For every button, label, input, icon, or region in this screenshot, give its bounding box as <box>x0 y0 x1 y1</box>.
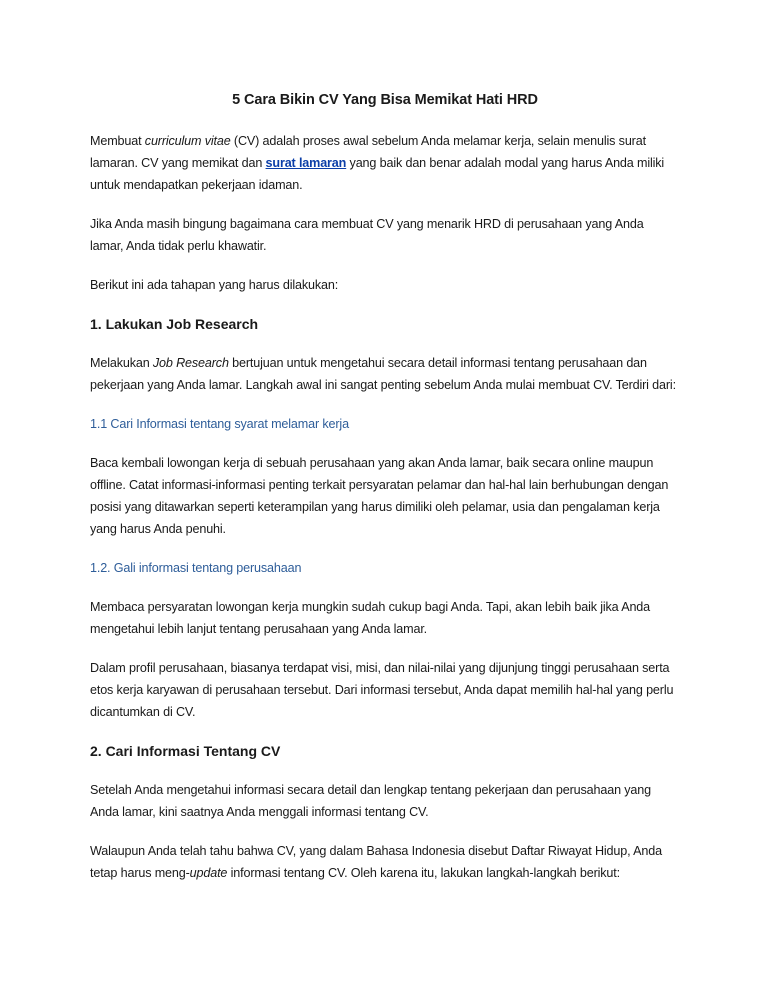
text-run: bertujuan untuk mengetahui secara detail informasi tentang perusahaan dan pekerjaan yang Anda lamar. Langkah awal ini sangat penting sebelum Anda mulai membuat CV. Terdiri dari: <box>90 356 676 392</box>
text-run: yang baik dan benar adalah modal yang harus Anda miliki untuk mendapatkan pekerjaan idaman. <box>90 156 665 192</box>
text-run: informasi tentang CV. Oleh karena itu, lakukan langkah-langkah berikut: <box>227 866 620 880</box>
section-2-paragraph-2 <box>90 840 680 884</box>
text-run: Melakukan <box>90 356 153 370</box>
text-run: (CV) adalah proses awal sebelum Anda melamar kerja, selain menulis surat lamaran. CV yang memikat dan <box>90 134 646 170</box>
text-run: Membuat <box>90 134 145 148</box>
subsection-1-2-paragraph-2: Dalam profil perusahaan, biasanya terdapat visi, misi, dan nilai-nilai yang dijunjung tinggi perusahaan serta etos kerja karyawan di perusahaan tersebut. Dari informasi tersebut, Anda dapat memilih hal-hal yang perlu dicantumkan di CV. <box>90 661 674 719</box>
subsection-1-1-heading: 1.1 Cari Informasi tentang syarat melamar kerja <box>90 417 349 431</box>
subsection-1-2-heading: 1.2. Gali informasi tentang perusahaan <box>90 561 302 575</box>
intro-paragraph-2: Jika Anda masih bingung bagaimana cara membuat CV yang menarik HRD di perusahaan yang Anda lamar, Anda tidak perlu khawatir. <box>90 217 644 253</box>
surat-lamaran-link[interactable]: surat lamaran <box>265 156 347 170</box>
subsection-1-1-paragraph: Baca kembali lowongan kerja di sebuah perusahaan yang akan Anda lamar, baik secara online maupun offline. Catat informasi-informasi penting terkait persyaratan pelamar dan hal-hal lain berhubungan dengan posisi yang ditawarkan seperti keterampilan yang harus dimiliki oleh pelamar, usia dan pengalaman kerja yang harus Anda penuhi. <box>90 456 669 536</box>
italic-term: update <box>189 866 228 880</box>
section-1-paragraph <box>90 352 680 396</box>
intro-paragraph-3: Berikut ini ada tahapan yang harus dilakukan: <box>90 278 339 292</box>
italic-term: curriculum vitae <box>144 134 231 148</box>
section-1-heading: 1. Lakukan Job Research <box>90 316 259 332</box>
subsection-1-2-paragraph-1: Membaca persyaratan lowongan kerja mungkin sudah cukup bagi Anda. Tapi, akan lebih baik jika Anda mengetahui lebih lanjut tentang perusahaan yang Anda lamar. <box>90 600 651 636</box>
text-run: Walaupun Anda telah tahu bahwa CV, yang dalam Bahasa Indonesia disebut Daftar Riwayat Hidup, Anda tetap harus meng- <box>90 844 662 880</box>
section-2-heading: 2. Cari Informasi Tentang CV <box>90 743 281 759</box>
intro-paragraph-1 <box>90 130 680 196</box>
italic-term: Job Research <box>152 356 229 370</box>
section-2-paragraph-1: Setelah Anda mengetahui informasi secara detail dan lengkap tentang pekerjaan dan perusahaan yang Anda lamar, kini saatnya Anda menggali informasi tentang CV. <box>90 783 651 819</box>
document-title: 5 Cara Bikin CV Yang Bisa Memikat Hati HRD <box>232 92 538 108</box>
